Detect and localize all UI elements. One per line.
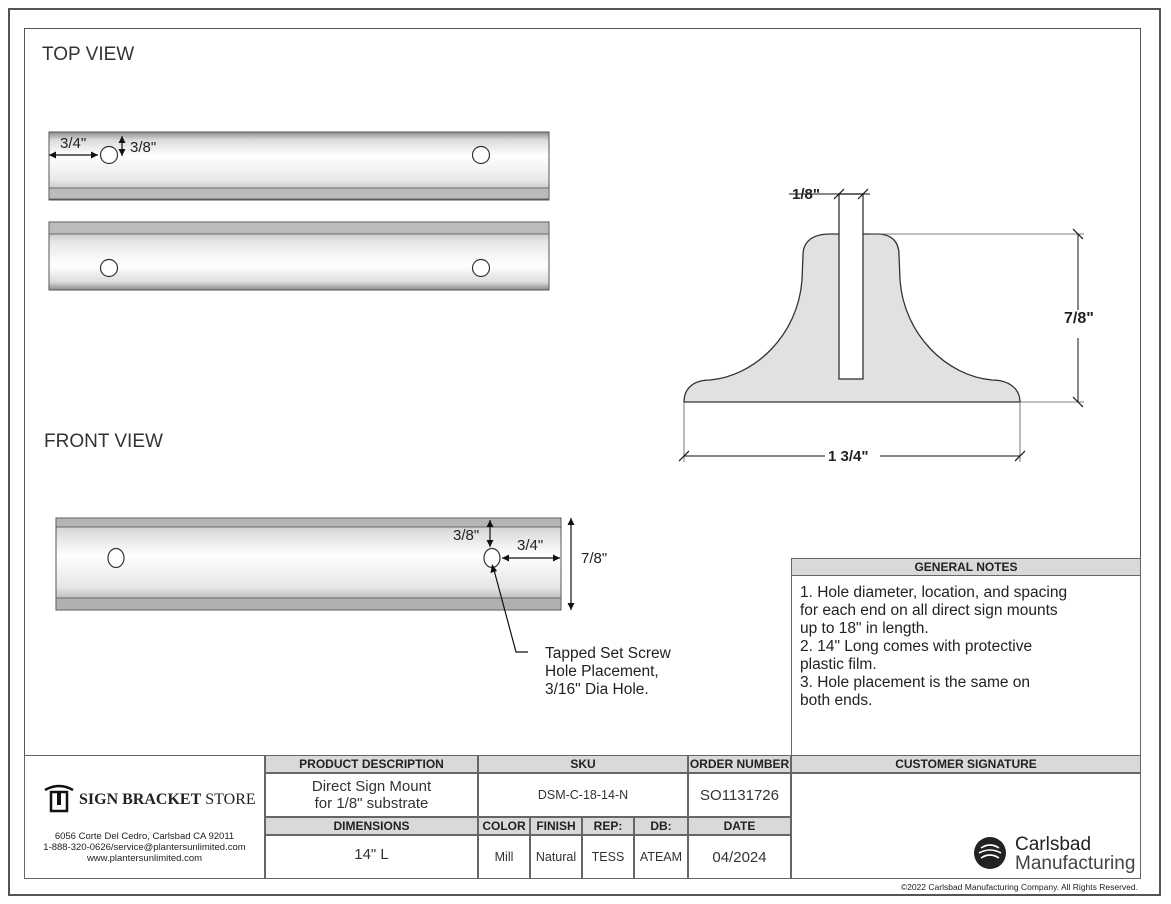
top-view-title: TOP VIEW [42,44,135,65]
note-line: plastic film. [800,656,877,673]
order-number-value: SO1131726 [688,773,791,817]
callout-line-3: 3/16" Dia Hole. [545,681,649,698]
rep-value: TESS [582,835,634,879]
color-header: COLOR [478,817,530,835]
customer-signature-header: CUSTOMER SIGNATURE [791,755,1141,773]
brand-address-block [24,831,265,864]
address: 6056 Corte Del Cedro, Carlsbad CA 92011 [54,831,235,842]
db-value: ATEAM [634,835,688,879]
note-line: 1. Hole diameter, location, and spacing [800,584,1068,601]
note-line: 2. 14" Long comes with protective [800,638,1033,655]
front-hole-offset-label: 3/8" [453,527,480,544]
dimensions-value: 14" L [265,835,478,879]
date-header: DATE [688,817,791,835]
brand-sub: STORE [205,791,256,808]
product-description-line-1: Direct Sign Mount [311,778,432,795]
db-header: DB: [634,817,688,835]
top-hole-offset-label: 3/8" [130,139,157,156]
profile-height-label: 7/8" [1064,310,1094,327]
website: www.plantersunlimited.com [86,853,203,864]
profile-view-drawing [670,180,1100,470]
order-number-header: ORDER NUMBER [689,757,790,771]
sku-header: SKU [478,755,688,773]
note-line: 3. Hole placement is the same on [800,674,1031,691]
rep-header: REP: [582,817,634,835]
sku-value: DSM-C-18-14-N [478,773,688,817]
top-hole-1 [101,147,118,164]
callout-line-2: Hole Placement, [545,663,659,680]
callout-line-1: Tapped Set Screw [545,645,671,662]
date-value: 04/2024 [688,835,791,879]
note-line: up to 18" in length. [800,620,929,637]
front-view-title: FRONT VIEW [44,431,163,452]
finish-value: Natural [530,835,582,879]
general-notes-title: GENERAL NOTES [791,558,1141,576]
color-value: Mill [478,835,530,879]
base-width-label: 1 3/4" [828,448,869,465]
company-line-1: Carlsbad [1015,834,1092,855]
product-description-cell [265,773,478,817]
finish-header: FINISH [530,817,582,835]
front-height-label: 7/8" [581,550,608,567]
note-line: both ends. [800,692,873,709]
company-name [1015,835,1135,873]
dimensions-header: DIMENSIONS [265,817,478,835]
copyright: ©2022 Carlsbad Manufacturing Company. All Rights Reserved. [900,882,1138,892]
company-line-2: Manufacturing [1015,853,1136,874]
product-description-line-2: for 1/8" substrate [314,795,429,812]
brand-main: SIGN BRACKET [79,791,202,808]
top-hole-2 [473,147,490,164]
note-line: for each end on all direct sign mounts [800,602,1058,619]
front-hole-left [108,549,124,568]
top-edge-offset-label: 3/4" [60,135,87,152]
callout-note [545,645,671,699]
product-description-header: PRODUCT DESCRIPTION [265,755,478,773]
top-view-drawing [40,120,560,300]
contact: 1-888-320-0626/service@plantersunlimited.com [43,842,246,853]
brand-name [79,791,256,809]
front-edge-offset-label: 3/4" [517,537,544,554]
top-hole-4 [473,260,490,277]
sign-bracket-logo-icon [42,781,76,815]
carlsbad-logo-icon [972,836,1010,870]
general-notes-list [800,584,1067,710]
slot-width-label: 1/8" [792,186,820,203]
top-hole-3 [101,260,118,277]
front-view-drawing [50,510,590,690]
